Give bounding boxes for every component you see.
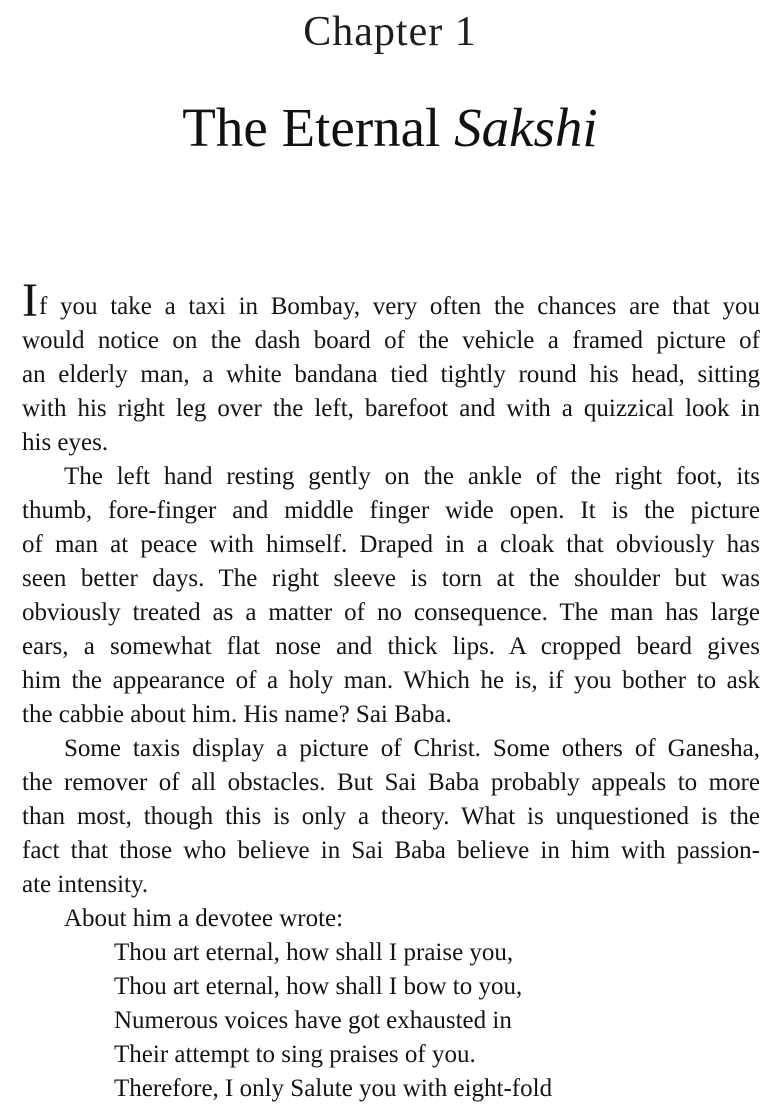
paragraph-2-line: him the appearance of a holy man. Which he is, if you bother to ask <box>22 667 760 694</box>
paragraph-2-line: ears, a somewhat flat nose and thick lips. A cropped beard gives <box>22 633 760 660</box>
paragraph-2-line: the cabbie about him. His name? Sai Baba. <box>22 701 452 728</box>
paragraph-2-line: thumb, fore-finger and middle finger wide open. It is the picture <box>22 497 760 524</box>
paragraph-2-line: obviously treated as a matter of no consequence. The man has large <box>22 599 760 626</box>
paragraph-2-line: of man at peace with himself. Draped in a cloak that obviously has <box>22 531 760 558</box>
drop-cap: I <box>22 274 38 327</box>
chapter-title-plain: The Eternal <box>182 97 455 158</box>
chapter-title-italic: Sakshi <box>454 97 598 158</box>
paragraph-1-line: with his right leg over the left, barefoot and with a quizzical look in <box>22 395 760 422</box>
verse-line: Thou art eternal, how shall I bow to you, <box>114 973 523 1000</box>
paragraph-2-line: The left hand resting gently on the ankle of the right foot, its <box>64 463 760 490</box>
verse-line: Their attempt to sing praises of you. <box>114 1041 476 1068</box>
chapter-number: Chapter 1 <box>303 9 477 55</box>
paragraph-3-line: than most, though this is only a theory. What is unquestioned is the <box>22 803 760 830</box>
paragraph-1-line: would notice on the dash board of the vehicle a framed picture of <box>22 327 760 354</box>
verse-line: Thou art eternal, how shall I praise you, <box>114 939 514 966</box>
paragraph-3-line: Some taxis display a picture of Christ. Some others of Ganesha, <box>64 735 760 762</box>
paragraph-1-line-text: f you take a taxi in Bombay, very often the chances are that you <box>38 293 760 320</box>
paragraph-4-line: About him a devotee wrote: <box>64 905 344 932</box>
paragraph-1-line: his eyes. <box>22 429 109 456</box>
paragraph-1-line: an elderly man, a white bandana tied tightly round his head, sitting <box>22 361 760 388</box>
chapter-title <box>0 96 780 159</box>
verse-line: Numerous voices have got exhausted in <box>114 1007 512 1034</box>
paragraph-2-line: seen better days. The right sleeve is torn at the shoulder but was <box>22 565 760 592</box>
paragraph-3-line: the remover of all obstacles. But Sai Baba probably appeals to more <box>22 769 760 796</box>
verse-line: Therefore, I only Salute you with eight-fold <box>114 1075 553 1102</box>
paragraph-3-line: fact that those who believe in Sai Baba believe in him with passion- <box>22 837 760 864</box>
paragraph-1-line <box>22 274 760 327</box>
body-text <box>22 274 760 1106</box>
paragraph-3-line: ate intensity. <box>22 871 149 898</box>
